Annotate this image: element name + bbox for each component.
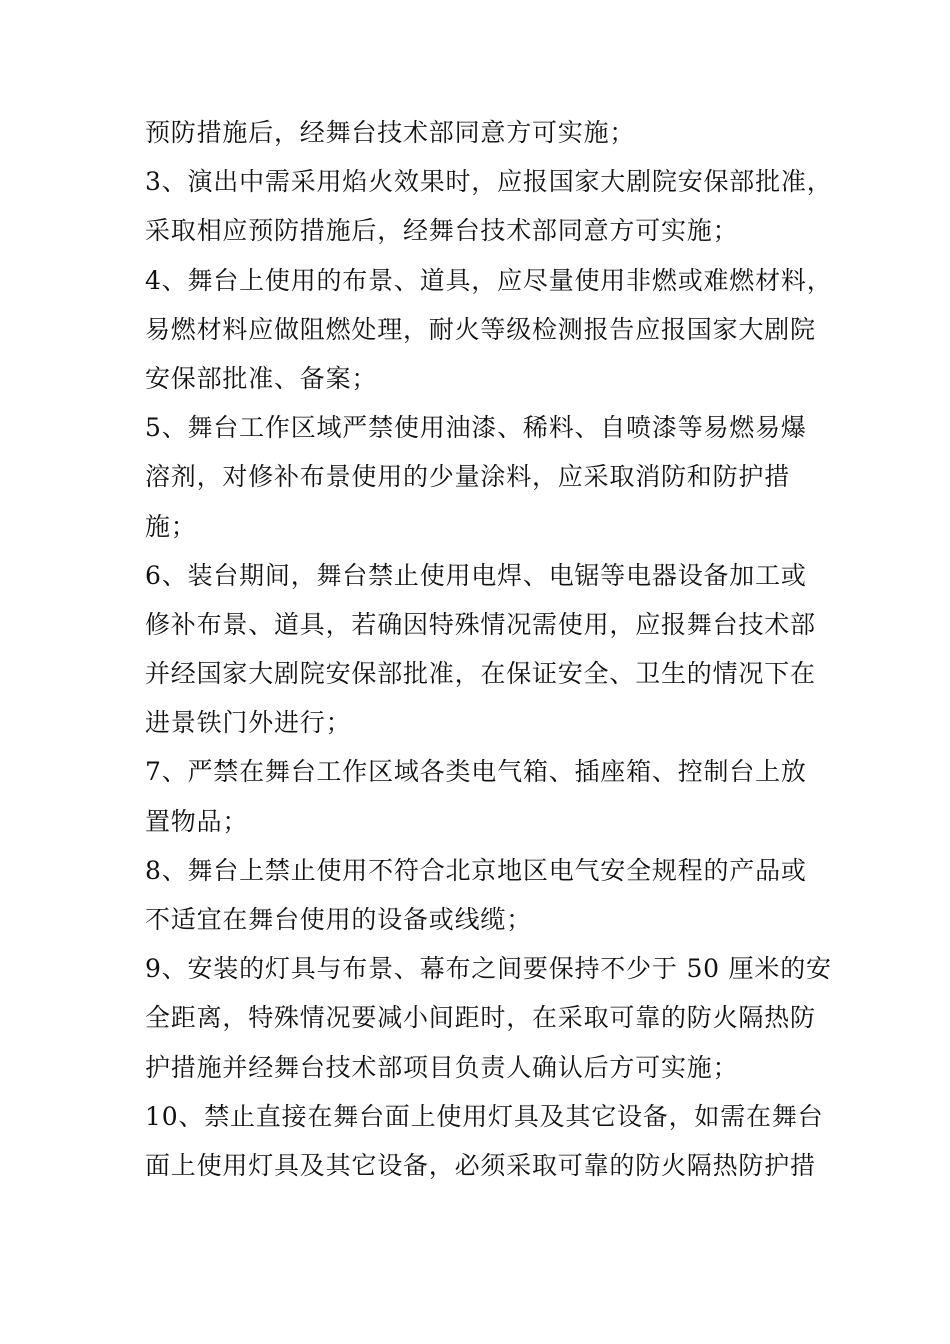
text-line-7: 5、舞台工作区域严禁使用油漆、稀料、自喷漆等易燃易爆 [145,413,807,443]
text-line-13: 进景铁门外进行； [145,708,352,738]
text-line-3: 采取相应预防措施后，经舞台技术部同意方可实施； [145,216,739,246]
text-line-20: 护措施并经舞台技术部项目负责人确认后方可实施； [145,1052,739,1082]
text-line-15: 置物品； [145,806,249,836]
document-body [145,108,835,1190]
text-line-14: 7、严禁在舞台工作区域各类电气箱、插座箱、控制台上放 [145,757,807,787]
text-line-8: 溶剂，对修补布景使用的少量涂料，应采取消防和防护措 [145,462,791,492]
text-line-17: 不适宜在舞台使用的设备或线缆； [145,905,533,934]
text-line-1: 预防措施后，经舞台技术部同意方可实施； [145,118,636,147]
text-line-12: 并经国家大剧院安保部批准，在保证安全、卫生的情况下在 [145,659,816,689]
text-line-18: 9、安装的灯具与布景、幕布之间要保持不少于 50 厘米的安 [145,954,832,984]
text-line-22: 面上使用灯具及其它设备，必须采取可靠的防火隔热防护措 [145,1150,816,1180]
text-line-6: 安保部批准、备案； [145,363,378,393]
text-line-11: 修补布景、道具，若确因特殊情况需使用，应报舞台技术部 [145,609,816,639]
text-line-9: 施； [145,511,197,541]
text-line-19: 全距离，特殊情况要减小间距时，在采取可靠的防火隔热防 [145,1003,816,1033]
text-line-4: 4、舞台上使用的布景、道具，应尽量使用非燃或难燃材料， [145,265,833,295]
text-line-5: 易燃材料应做阻燃处理，耐火等级检测报告应报国家大剧院 [145,314,816,344]
text-line-2: 3、演出中需采用焰火效果时，应报国家大剧院安保部批准， [145,167,833,197]
text-line-16: 8、舞台上禁止使用不符合北京地区电气安全规程的产品或 [145,855,807,885]
text-line-10: 6、装台期间，舞台禁止使用电焊、电锯等电器设备加工或 [145,560,807,590]
text-line-21: 10、禁止直接在舞台面上使用灯具及其它设备，如需在舞台 [145,1101,824,1131]
